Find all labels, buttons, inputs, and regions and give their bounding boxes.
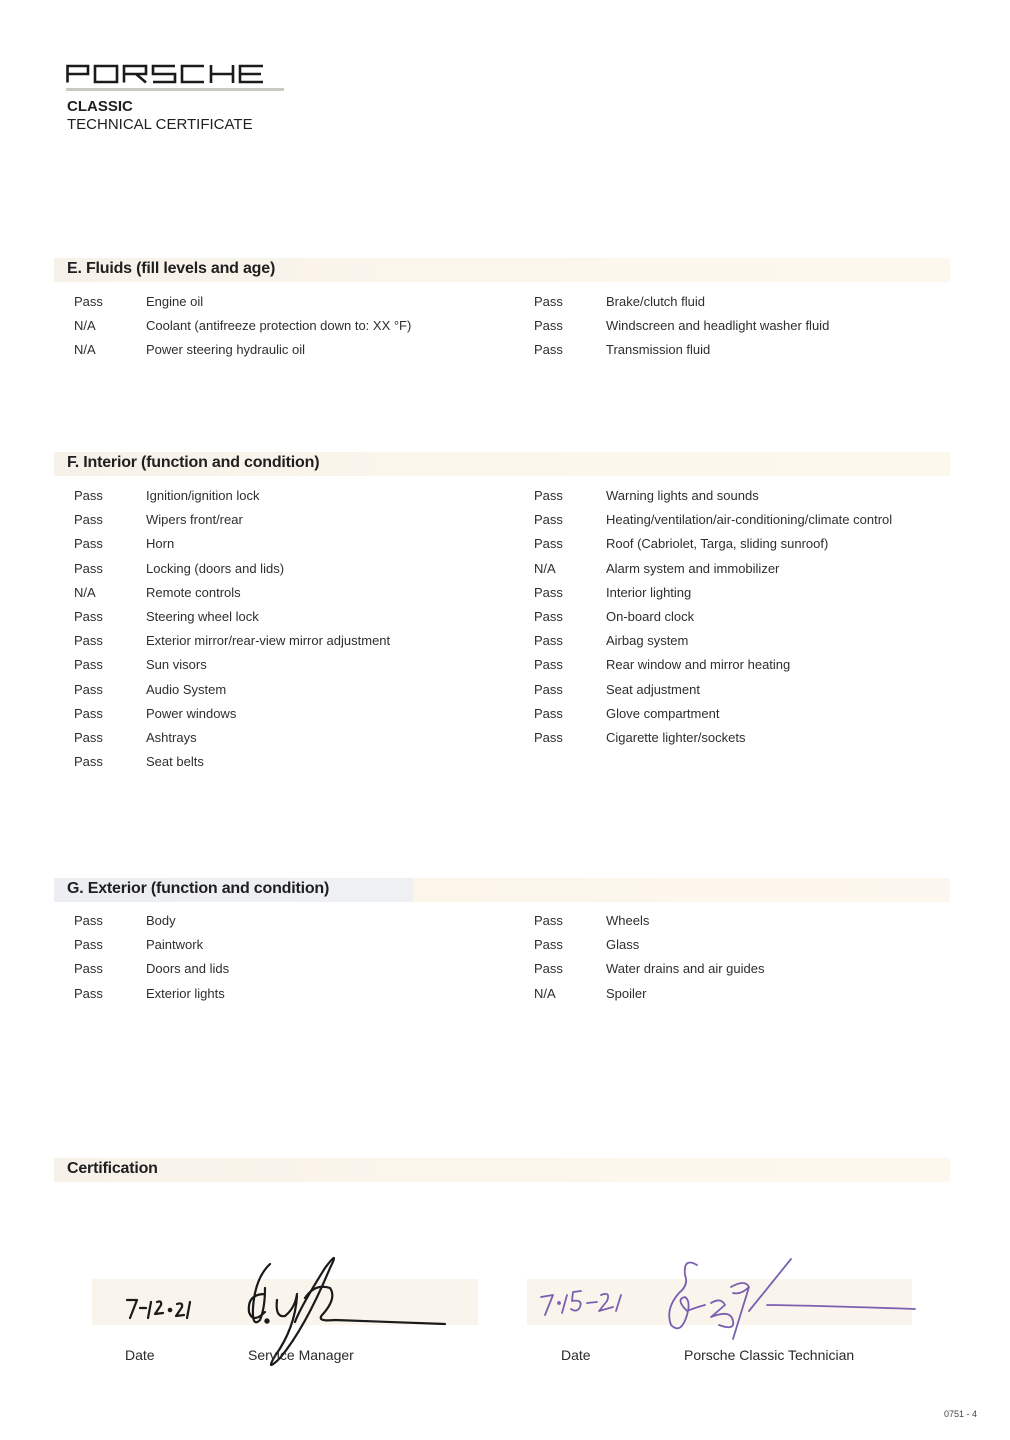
item-label: Exterior mirror/rear-view mirror adjustment <box>146 633 391 649</box>
technician-role-label: Porsche Classic Technician <box>684 1347 855 1363</box>
status: Pass <box>534 633 563 649</box>
item-label: Glove compartment <box>606 705 720 721</box>
item-label: Cigarette lighter/sockets <box>606 729 746 745</box>
item-label: Exterior lights <box>146 985 225 1001</box>
status: Pass <box>534 318 563 334</box>
status: Pass <box>534 294 563 309</box>
status: Pass <box>534 536 563 552</box>
item-label: Seat belts <box>146 754 204 770</box>
service-manager-label: Service Manager <box>248 1347 354 1363</box>
item-label: Locking (doors and lids) <box>146 560 285 576</box>
status: Pass <box>74 729 103 745</box>
item-label: Body <box>146 913 176 928</box>
section-title-interior: F. Interior (function and condition) <box>67 454 320 471</box>
status: Pass <box>74 560 103 576</box>
status: Pass <box>74 985 103 1001</box>
item-label: Sun visors <box>146 657 207 673</box>
section-header-interior <box>54 452 950 476</box>
logo-underline <box>66 88 284 91</box>
status: Pass <box>74 681 103 697</box>
item-label: Wipers front/rear <box>146 512 243 528</box>
status: Pass <box>74 754 103 770</box>
item-label: Rear window and mirror heating <box>606 657 791 673</box>
status: Pass <box>74 961 103 977</box>
item-label: Glass <box>606 937 640 953</box>
status: Pass <box>534 937 563 953</box>
status: N/A <box>534 560 556 576</box>
item-label: Windscreen and headlight washer fluid <box>606 318 830 334</box>
status: Pass <box>534 488 563 503</box>
document-title <box>67 98 253 134</box>
item-label: Coolant (antifreeze protection down to: XX °F) <box>146 318 412 334</box>
status: Pass <box>534 705 563 721</box>
porsche-logo <box>66 64 266 84</box>
status: N/A <box>74 584 96 600</box>
item-label: Airbag system <box>606 633 689 649</box>
status: Pass <box>74 657 103 673</box>
item-label: Water drains and air guides <box>606 961 765 977</box>
item-label: On-board clock <box>606 608 695 624</box>
status: N/A <box>74 318 96 334</box>
status: Pass <box>534 657 563 673</box>
certificate-title: TECHNICAL CERTIFICATE <box>67 116 253 133</box>
section-header-exterior <box>54 878 950 902</box>
item-label: Interior lighting <box>606 584 692 600</box>
status: Pass <box>534 681 563 697</box>
status: Pass <box>74 913 103 928</box>
section-title-fluids: E. Fluids (fill levels and age) <box>67 260 276 277</box>
item-label: Roof (Cabriolet, Targa, sliding sunroof) <box>606 536 829 552</box>
item-label: Wheels <box>606 913 650 928</box>
item-label: Remote controls <box>146 584 241 600</box>
form-number: 0751 - 4 <box>944 1409 978 1419</box>
item-label: Warning lights and sounds <box>606 488 759 503</box>
status: Pass <box>74 536 103 552</box>
status: Pass <box>74 488 103 503</box>
status: Pass <box>74 294 103 309</box>
item-label: Steering wheel lock <box>146 608 259 624</box>
status: N/A <box>534 985 556 1001</box>
item-label: Paintwork <box>146 937 204 953</box>
status: Pass <box>74 937 103 953</box>
brand-classic: CLASSIC <box>67 98 133 115</box>
section-header-fluids <box>54 258 950 282</box>
item-label: Alarm system and immobilizer <box>606 560 780 576</box>
item-label: Heating/ventilation/air-conditioning/climate control <box>606 512 893 528</box>
manager-date-label: Date <box>125 1347 155 1363</box>
item-label: Seat adjustment <box>606 681 700 697</box>
item-label: Engine oil <box>146 294 204 309</box>
item-label: Audio System <box>146 681 227 697</box>
section-title-certification: Certification <box>67 1160 158 1177</box>
status: Pass <box>534 913 563 928</box>
item-label: Spoiler <box>606 985 647 1001</box>
item-label: Transmission fluid <box>606 342 711 358</box>
status: Pass <box>74 633 103 649</box>
status: Pass <box>534 608 563 624</box>
item-label: Horn <box>146 536 175 552</box>
technician-date-label: Date <box>561 1347 591 1363</box>
item-label: Ashtrays <box>146 729 197 745</box>
status: N/A <box>74 342 96 358</box>
status: Pass <box>534 512 563 528</box>
item-label: Power steering hydraulic oil <box>146 342 305 358</box>
status: Pass <box>534 342 563 358</box>
item-label: Ignition/ignition lock <box>146 488 260 503</box>
item-label: Power windows <box>146 705 237 721</box>
section-title-exterior: G. Exterior (function and condition) <box>67 880 330 897</box>
item-label: Doors and lids <box>146 961 230 977</box>
item-label: Brake/clutch fluid <box>606 294 705 309</box>
status: Pass <box>534 961 563 977</box>
section-header-certification <box>54 1158 950 1182</box>
status: Pass <box>74 608 103 624</box>
status: Pass <box>74 512 103 528</box>
status: Pass <box>534 729 563 745</box>
status: Pass <box>74 705 103 721</box>
status: Pass <box>534 584 563 600</box>
